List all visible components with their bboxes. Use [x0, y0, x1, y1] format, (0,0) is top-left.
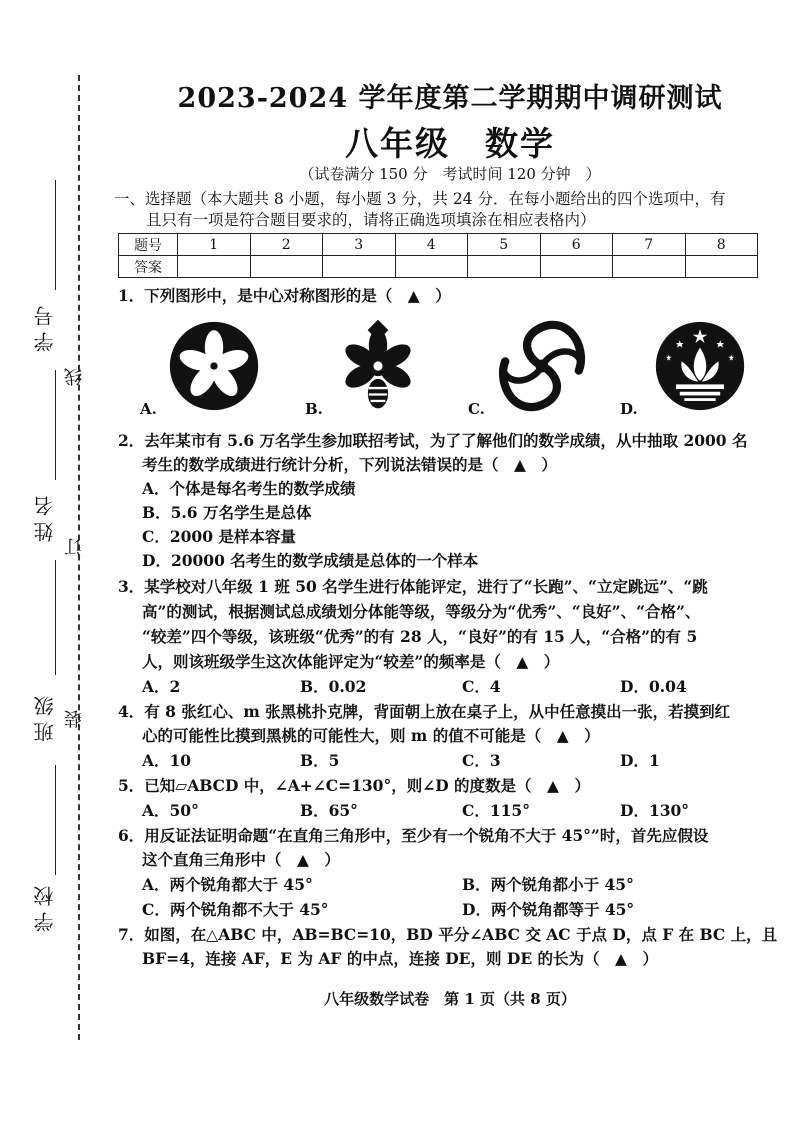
- question-number-8: 8: [685, 234, 758, 256]
- answer-table-answer-row: [119, 256, 758, 278]
- question-number-label: 题号: [119, 234, 178, 256]
- q4-option-a: A．10: [142, 751, 192, 770]
- answer-cell-2[interactable]: [250, 256, 323, 278]
- q5-stem: 5．已知▱ABCD 中，∠A+∠C=130°，则∠D 的度数是（ ▲ ）: [118, 776, 590, 795]
- macau-lotus-icon: [654, 320, 746, 412]
- q3-line3: “较差”四个等级，该班级“优秀”的有 28 人，“良好”的有 15 人，“合格”的有 5: [142, 627, 698, 646]
- q7-line1: 7．如图，在△ABC 中，AB=BC=10，BD 平分∠ABC 交 AC 于点 D，点 F 在 BC 上，且: [118, 925, 778, 944]
- answer-cell-8[interactable]: [685, 256, 758, 278]
- q1-option-d: D.: [620, 400, 638, 418]
- school-label: 学校: [33, 880, 57, 932]
- q6-option-c: C．两个锐角都不大于 45°: [142, 900, 329, 919]
- name-label: 姓名: [33, 490, 57, 542]
- q2-line1: 2．去年某市有 5.6 万名学生参加联招考试，为了了解他们的数学成绩，从中抽取 2000 名: [118, 431, 748, 450]
- question-number-1: 1: [178, 234, 251, 256]
- q2-option-b: B．5.6 万名学生是总体: [142, 503, 312, 522]
- answer-cell-6[interactable]: [540, 256, 613, 278]
- q1-option-a: A.: [140, 400, 157, 418]
- answer-cell-3[interactable]: [323, 256, 396, 278]
- q5-option-c: C．115°: [462, 801, 530, 820]
- q2-option-a: A．个体是每名考生的数学成绩: [142, 479, 356, 498]
- q4-option-b: B．5: [300, 751, 340, 770]
- q1-stem: 1．下列图形中，是中心对称图形的是（ ▲ ）: [118, 286, 451, 305]
- q3-line4: 人，则该班级学生这次体能评定为“较差”的频率是（ ▲ ）: [142, 652, 560, 671]
- question-number-7: 7: [613, 234, 686, 256]
- hong-kong-flower-icon: [168, 320, 260, 412]
- answer-table-header-row: [119, 234, 758, 256]
- swirl-logo-icon: [496, 320, 588, 412]
- q6-line2: 这个直角三角形中（ ▲ ）: [142, 850, 340, 869]
- question-number-5: 5: [468, 234, 541, 256]
- name-field[interactable]: [55, 370, 56, 480]
- binding-mark-staple: 订: [64, 538, 85, 556]
- binding-dashed-line: [78, 75, 80, 1040]
- q3-line1: 3．某学校对八年级 1 班 50 名学生进行体能评定，进行了“长跑”、“立定跳远”、“跳: [118, 577, 708, 596]
- q2-option-d: D．20000 名考生的数学成绩是总体的一个样本: [142, 551, 479, 570]
- q4-option-d: D．1: [620, 751, 660, 770]
- q4-line2: 心的可能性比摸到黑桃的可能性大，则 m 的值不可能是（ ▲ ）: [142, 726, 600, 745]
- section1-intro-line2: 且只有一项是符合题目要求的，请将正确选项填涂在相应表格内）: [146, 211, 596, 229]
- q1-option-b: B.: [305, 400, 323, 418]
- answer-cell-5[interactable]: [468, 256, 541, 278]
- q4-line1: 4．有 8 张红心、m 张黑桃扑克牌，背面朝上放在桌子上，从中任意摸出一张，若摸到红: [118, 702, 731, 721]
- binding-mark-bind: 装: [64, 710, 85, 728]
- question-number-4: 4: [395, 234, 468, 256]
- answer-cell-1[interactable]: [178, 256, 251, 278]
- page-footer: 八年级数学试卷 第 1 页（共 8 页）: [324, 990, 576, 1008]
- q6-option-d: D．两个锐角都等于 45°: [462, 900, 635, 919]
- exam-note: （试卷满分 150 分 考试时间 120 分钟 ）: [299, 165, 601, 183]
- question-number-3: 3: [323, 234, 396, 256]
- answer-table: [118, 233, 758, 278]
- answer-cell-7[interactable]: [613, 256, 686, 278]
- q2-option-c: C．2000 是样本容量: [142, 527, 296, 546]
- q3-option-a: A．2: [142, 677, 181, 696]
- question-number-6: 6: [540, 234, 613, 256]
- question-number-2: 2: [250, 234, 323, 256]
- q4-option-c: C．3: [462, 751, 501, 770]
- q3-option-d: D．0.04: [620, 677, 687, 696]
- q6-option-b: B．两个锐角都小于 45°: [462, 875, 634, 894]
- answer-cell-4[interactable]: [395, 256, 468, 278]
- q6-line1: 6．用反证法证明命题“在直角三角形中，至少有一个锐角不大于 45°”时，首先应假设: [118, 826, 709, 845]
- student-id-field[interactable]: [55, 180, 56, 290]
- class-field[interactable]: [55, 560, 56, 675]
- q1-option-c: C.: [468, 400, 485, 418]
- exam-title: 2023-2024 学年度第二学期期中调研测试: [177, 83, 723, 114]
- exam-subtitle: 八年级 数学: [345, 124, 555, 163]
- binding-mark-line: 线: [64, 368, 85, 386]
- answer-label: 答案: [119, 256, 178, 278]
- q2-line2: 考生的数学成绩进行统计分析，下列说法错误的是（ ▲ ）: [142, 455, 557, 474]
- bauhinia-seal-icon: [332, 320, 424, 412]
- class-label: 班级: [33, 690, 57, 742]
- q6-option-a: A．两个锐角都大于 45°: [142, 875, 313, 894]
- q3-option-b: B．0.02: [300, 677, 367, 696]
- q5-option-b: B．65°: [300, 801, 358, 820]
- q3-option-c: C．4: [462, 677, 501, 696]
- q5-option-a: A．50°: [142, 801, 199, 820]
- school-field[interactable]: [55, 765, 56, 875]
- section1-intro-line1: 一、选择题（本大题共 8 小题，每小题 3 分，共 24 分．在每小题给出的四个选项中，有: [114, 190, 726, 208]
- q5-option-d: D．130°: [620, 801, 690, 820]
- q3-line2: 高”的测试，根据测试总成绩划分体能等级，等级分为“优秀”、“良好”、“合格”、: [142, 602, 701, 621]
- student-id-label: 学号: [33, 300, 57, 352]
- q7-line2: BF=4，连接 AF，E 为 AF 的中点，连接 DE，则 DE 的长为（ ▲ ）: [142, 949, 658, 968]
